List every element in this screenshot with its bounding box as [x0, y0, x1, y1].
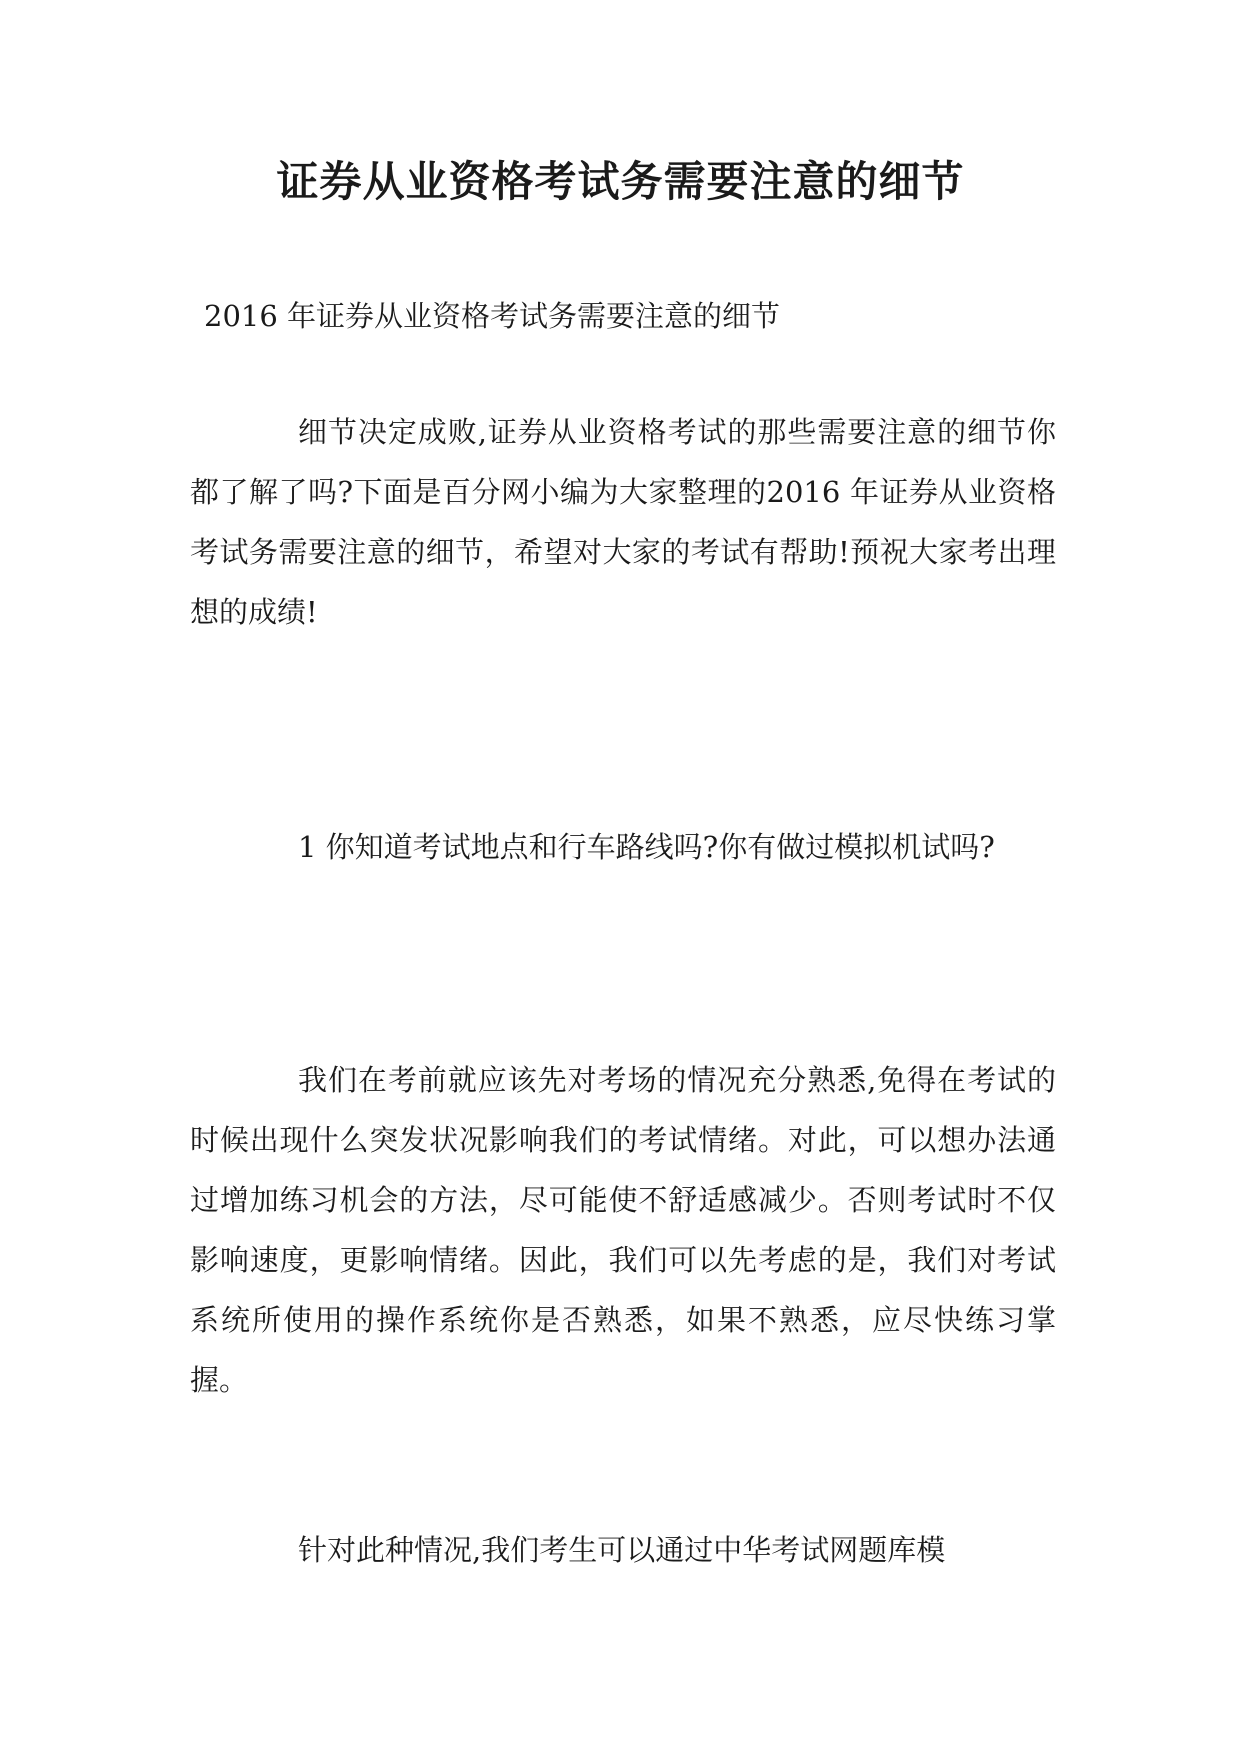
body-paragraph: 我们在考前就应该先对考场的情况充分熟悉,免得在考试的时候出现什么突发状况影响我们的考试情绪。对此，可以想办法通过增加练习机会的方法，尽可能使不舒适感减少。否则考试时不仅影响速度，更影响情绪。因此，我们可以先考虑的是，我们对考试系统所使用的操作系统你是否熟悉，如果不熟悉，应尽快练习掌握。: [190, 1063, 1056, 1397]
document-title: 证券从业资格考试务需要注意的细节: [276, 157, 965, 206]
intro-paragraph: 细节决定成败,证券从业资格考试的那些需要注意的细节你都了解了吗?下面是百分网小编为大家整理的2016 年证券从业资格考试务需要注意的细节，希望对大家的考试有帮助!预祝大家考出理想的成绩!: [190, 415, 1056, 629]
question-heading: 1 你知道考试地点和行车路线吗?你有做过模拟机试吗?: [298, 830, 995, 864]
body-paragraph-continued: 针对此种情况,我们考生可以通过中华考试网题库模: [298, 1533, 946, 1567]
document-subtitle: 2016 年证券从业资格考试务需要注意的细节: [204, 299, 781, 333]
